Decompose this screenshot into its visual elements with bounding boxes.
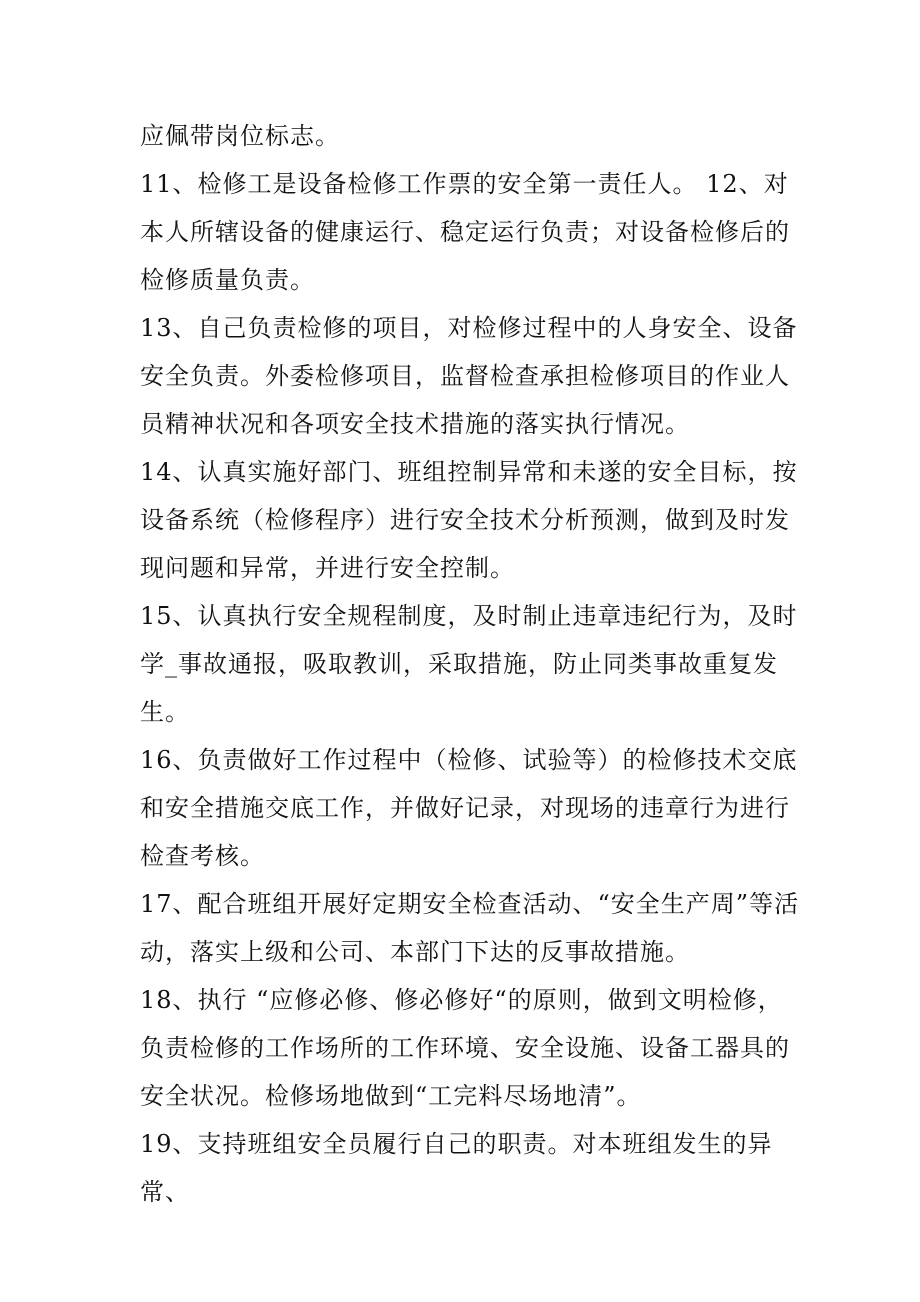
document-body [140, 112, 800, 1216]
paragraph-item-17: 17、配合班组开展好定期安全检查活动、“安全生产周”等活动，落实上级和公司、本部门下达的反事故措施。 [140, 890, 800, 966]
paragraph-item-16: 16、负责做好工作过程中（检修、试验等）的检修技术交底和安全措施交底工作，并做好记录，对现场的违章行为进行检查考核。 [140, 746, 798, 870]
paragraph-continuation: 应佩带岗位标志。 [140, 122, 340, 150]
paragraph-item-14: 14、认真实施好部门、班组控制异常和未遂的安全目标，按设备系统（检修程序）进行安全技术分析预测，做到及时发现问题和异常，并进行安全控制。 [140, 458, 798, 582]
paragraph-item-19: 19、支持班组安全员履行自己的职责。对本班组发生的异常、 [140, 1130, 773, 1206]
paragraph-item-18: 18、执行 “应修必修、修必修好“的原则，做到文明检修，负责检修的工作场所的工作环境、安全设施、设备工器具的安全状况。检修场地做到“工完料尽场地清”。 [140, 986, 790, 1110]
paragraph-item-11-12: 11、检修工是设备检修工作票的安全第一责任人。 12、对本人所辖设备的健康运行、稳定运行负责；对设备检修后的检修质量负责。 [140, 170, 790, 294]
paragraph-item-15: 15、认真执行安全规程制度，及时制止违章违纪行为，及时学_事故通报，吸取教训，采取措施，防止同类事故重复发生。 [140, 602, 798, 726]
paragraph-item-13: 13、自己负责检修的项目，对检修过程中的人身安全、设备安全负责。外委检修项目，监督检查承担检修项目的作业人员精神状况和各项安全技术措施的落实执行情况。 [140, 314, 798, 438]
